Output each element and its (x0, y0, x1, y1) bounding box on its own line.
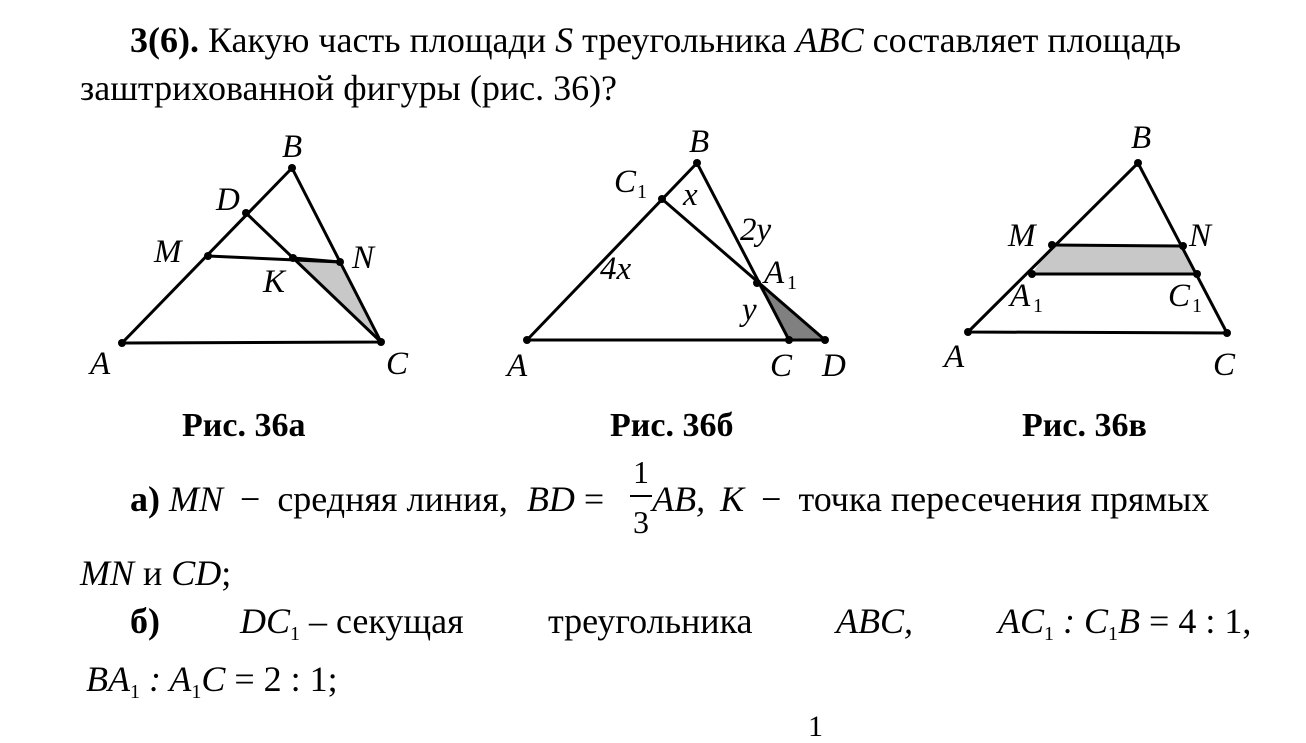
part-a-mn: MN (169, 479, 223, 519)
figure-36b (527, 163, 825, 340)
part-b-ratio1-c: B (1118, 601, 1141, 641)
fig-v-label-C: C (1213, 347, 1236, 383)
fig-v-label-A: A (944, 339, 965, 375)
fig-b-label-D: D (822, 348, 846, 384)
fig-b-label-C: C (770, 348, 793, 384)
part-a-dash2: − (761, 479, 782, 519)
fig-b-label-y: y (742, 292, 757, 328)
part-b-text2: треугольника (548, 601, 753, 641)
part-b-ratio1-val: = 4 : 1, (1149, 601, 1252, 641)
part-a-text1: средняя линия, (277, 479, 508, 519)
fig-v-segment-mn (1052, 245, 1183, 246)
part-b-ratio1-b: : C (1063, 601, 1109, 641)
fig-a-label-M: M (154, 234, 182, 270)
part-a-bd: BD (526, 479, 575, 519)
part-b-ratio2-a: BA (86, 659, 130, 699)
part-a-k: K (720, 479, 745, 519)
fig-v-label-N: N (1189, 218, 1212, 254)
part-b-ratio2-val: = 2 : 1; (234, 659, 338, 699)
fig-b-label-2y: 2y (740, 212, 772, 248)
fig-a-label-N: N (352, 240, 375, 276)
fraction-bar (630, 495, 652, 497)
problem-text-c: составляет площадь (872, 20, 1182, 60)
part-b-abc: ABC, (836, 601, 913, 641)
part-b-ratio2-c: C (201, 659, 226, 699)
fig-b-label-C1: C (614, 164, 637, 200)
part-b-secant (240, 603, 464, 644)
fraction-denominator: 3 (633, 504, 649, 540)
fig-a-label-D: D (216, 182, 240, 218)
part-a-eq: = (583, 479, 605, 519)
part-b-dc-sub: 1 (290, 623, 301, 645)
fig-v-label-C1: C (1168, 278, 1191, 314)
fig-v-label-M: M (1008, 218, 1036, 254)
fig-b-label-C1-sub: 1 (637, 181, 647, 203)
part-a-line2-and: и (143, 553, 163, 593)
part-b-ratio1-a: AC (998, 601, 1045, 641)
fig-v-label-A1-sub: 1 (1033, 295, 1043, 317)
part-a-text2: точка пересечения прямых (798, 479, 1210, 519)
problem-text-b: треугольника (582, 20, 787, 60)
problem-abc: ABC (795, 20, 864, 60)
part-a-label: а) (130, 479, 160, 519)
part-a-line-2 (80, 555, 231, 591)
fig-b-label-A: A (507, 348, 528, 384)
part-a-line2-end: ; (221, 553, 232, 593)
fig-v-label-C1-sub: 1 (1192, 295, 1202, 317)
part-b-label: б) (130, 601, 160, 641)
part-b-ratio2-a-sub: 1 (129, 681, 140, 703)
part-b-text1: – секущая (309, 601, 464, 641)
fig-b-label-x: x (683, 177, 698, 213)
caption-36v: Рис. 36в (1022, 407, 1147, 444)
part-b-ratio2-b: : A (148, 659, 192, 699)
fig-a-label-A: A (90, 346, 111, 382)
fig-v-shaded-trapezoid (1032, 245, 1197, 274)
fig-v-label-A1: A (1010, 278, 1031, 314)
fraction-numerator: 1 (633, 454, 649, 490)
part-a-dash1: − (240, 479, 261, 519)
fig-a-label-B: B (282, 129, 303, 165)
part-a-line-1 (130, 481, 1209, 517)
problem-number: 3(6). (130, 20, 199, 60)
caption-36b: Рис. 36б (610, 407, 734, 444)
fig-b-labels (505, 124, 846, 384)
part-b-dc: DC (240, 601, 291, 641)
cutoff-fraction-numerator: 1 (808, 710, 823, 743)
fig-a-label-K: K (263, 264, 286, 300)
part-a-ab: AB, (652, 479, 706, 519)
problem-text-a: Какую часть площади (207, 20, 547, 60)
fig-a-label-C: C (386, 346, 409, 382)
part-b-ratio2-b-sub: 1 (191, 681, 202, 703)
problem-line-2: заштрихованной фигуры (рис. 36)? (80, 68, 618, 108)
part-a-line2-cd: CD (171, 553, 222, 593)
part-b-ratio2 (86, 661, 338, 702)
part-b-ratio1-a-sub: 1 (1044, 623, 1055, 645)
part-b-ratio1-b-sub: 1 (1108, 623, 1119, 645)
caption-36a: Рис. 36а (182, 407, 306, 444)
fig-b-label-A1: A (764, 255, 785, 291)
fig-b-label-4x: 4x (600, 251, 632, 287)
problem-s: S (555, 20, 574, 60)
fig-b-label-B: B (689, 124, 710, 160)
part-a-line2-mn: MN (80, 553, 134, 593)
fig-b-label-A1-sub: 1 (787, 272, 797, 294)
part-b-ratio1 (998, 603, 1251, 644)
fig-v-label-B: B (1131, 120, 1152, 156)
